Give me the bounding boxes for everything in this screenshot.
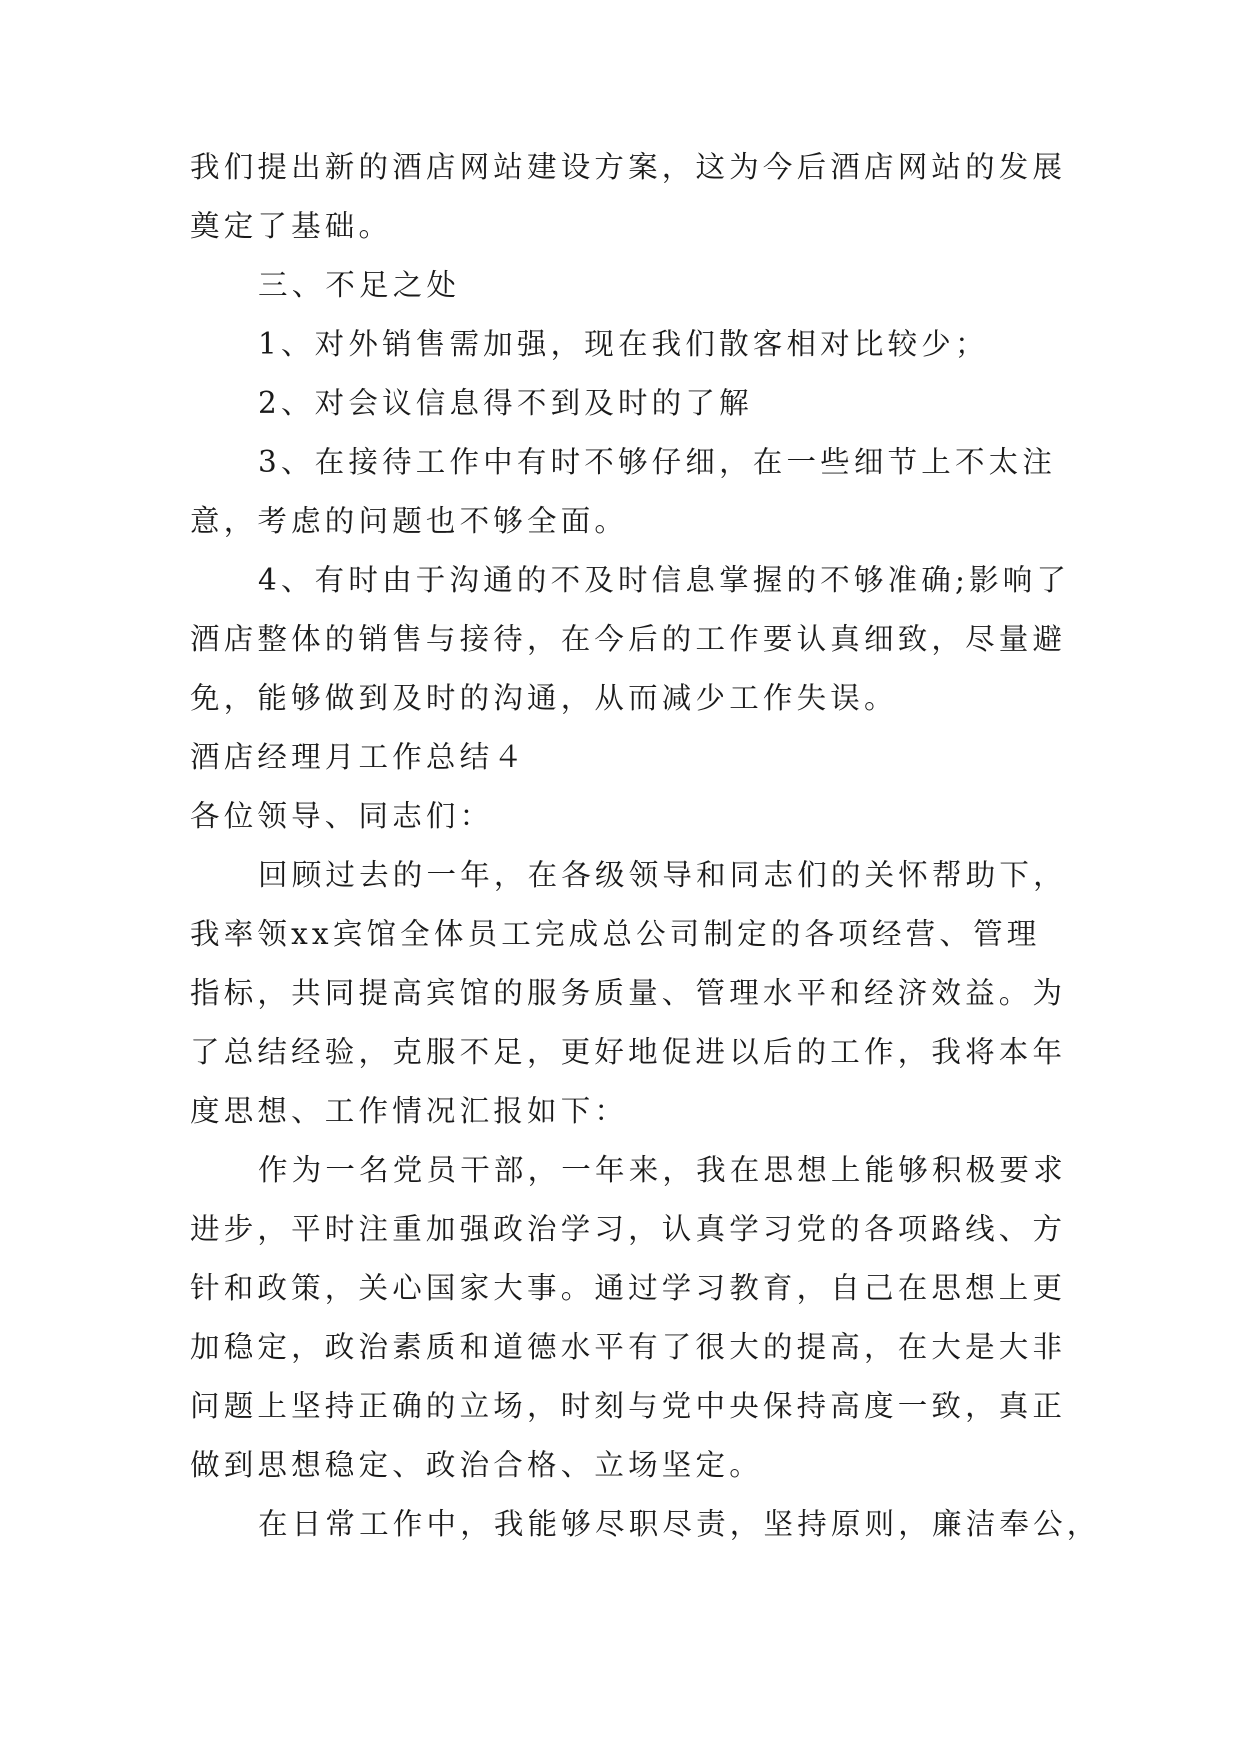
salutation: 各位领导、同志们：: [190, 799, 494, 833]
paragraph-line: 免，能够做到及时的沟通，从而减少工作失误。: [190, 681, 898, 715]
paragraph-line: 指标，共同提高宾馆的服务质量、管理水平和经济效益。为: [190, 976, 1067, 1010]
paragraph-line: 度思想、工作情况汇报如下：: [190, 1094, 629, 1128]
paragraph-line: 酒店整体的销售与接待，在今后的工作要认真细致，尽量避: [190, 622, 1067, 656]
paragraph-line: 意，考虑的问题也不够全面。: [190, 504, 629, 538]
list-item: 1、对外销售需加强，现在我们散客相对比较少；: [258, 327, 989, 361]
paragraph-line: 了总结经验，克服不足，更好地促进以后的工作，我将本年: [190, 1035, 1067, 1069]
paragraph-line: 做到思想稳定、政治合格、立场坚定。: [190, 1448, 763, 1482]
paragraph-line: 回顾过去的一年，在各级领导和同志们的关怀帮助下，: [258, 858, 1067, 892]
paragraph-line: 进步，平时注重加强政治学习，认真学习党的各项路线、方: [190, 1212, 1067, 1246]
paragraph-line: 作为一名党员干部，一年来，我在思想上能够积极要求: [258, 1153, 1067, 1187]
list-item: 4、有时由于沟通的不及时信息掌握的不够准确;影响了: [258, 563, 1071, 597]
paragraph-line: 针和政策，关心国家大事。通过学习教育，自己在思想上更: [190, 1271, 1067, 1305]
paragraph-line: 加稳定，政治素质和道德水平有了很大的提高，在大是大非: [190, 1330, 1067, 1364]
paragraph-line: 我们提出新的酒店网站建设方案，这为今后酒店网站的发展: [190, 150, 1067, 184]
paragraph-line: 奠定了基础。: [190, 209, 393, 243]
section-heading: 三、不足之处: [258, 268, 461, 302]
list-item: 2、对会议信息得不到及时的了解: [258, 386, 753, 420]
document-body: [190, 138, 1101, 1554]
paragraph-line: 问题上坚持正确的立场，时刻与党中央保持高度一致，真正: [190, 1389, 1067, 1423]
document-title: 酒店经理月工作总结４: [190, 740, 528, 774]
list-item: 3、在接待工作中有时不够仔细，在一些细节上不太注: [258, 445, 1057, 479]
paragraph-line: 在日常工作中，我能够尽职尽责，坚持原则，廉洁奉公，: [258, 1507, 1101, 1541]
paragraph-line: 我率领xx宾馆全体员工完成总公司制定的各项经营、管理: [190, 917, 1041, 951]
